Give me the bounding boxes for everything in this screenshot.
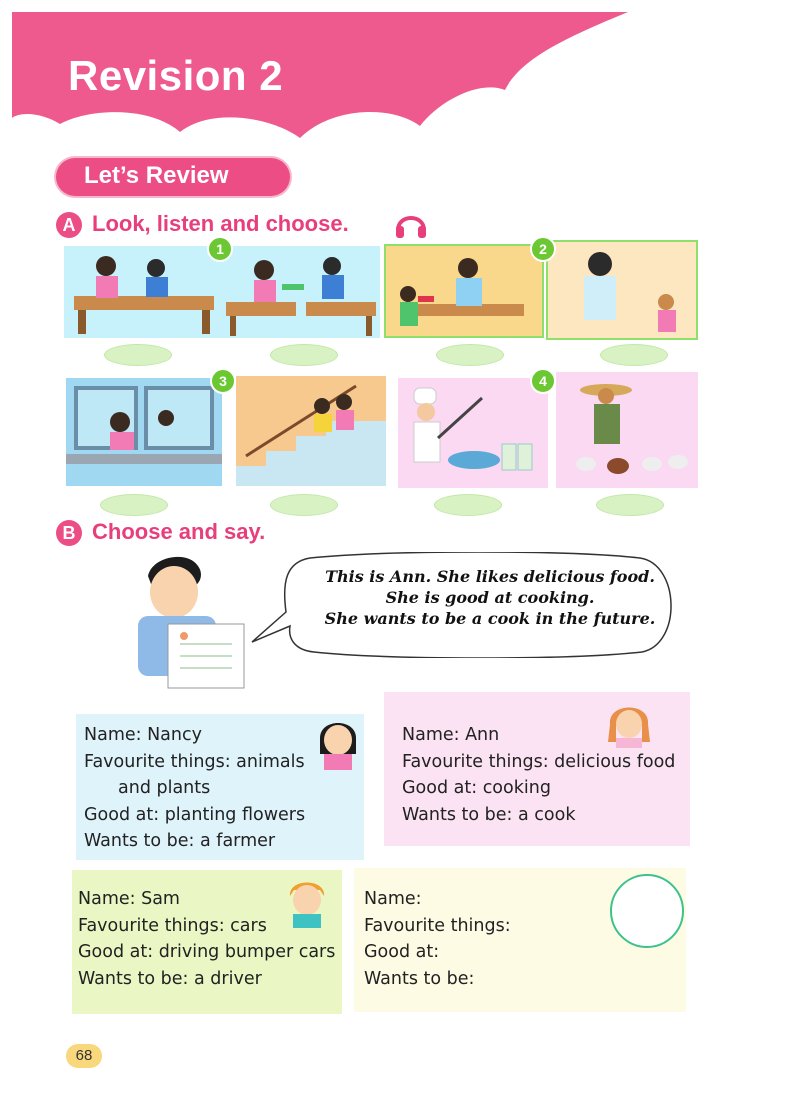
answer-oval[interactable] [104, 344, 172, 366]
scene-classroom-handing-card [222, 246, 380, 338]
card-favourite-things: Favourite things: [364, 915, 511, 936]
card-favourite-things: Favourite things: animals [84, 751, 305, 772]
card-favourite-things-cont: and plants [118, 778, 211, 798]
scene-girl-stairs [236, 376, 386, 486]
card-name: Name: [364, 889, 422, 909]
card-wants-to-be: Wants to be: [364, 968, 475, 989]
answer-oval[interactable] [596, 494, 664, 516]
scene-chef-cooking [398, 378, 548, 488]
card-wants-to-be: Wants to be: a cook [402, 804, 576, 825]
card-name: Name: Sam [78, 889, 180, 909]
picture-number-4: 4 [530, 368, 556, 394]
scene-boy-throwing [546, 240, 698, 340]
answer-oval[interactable] [600, 344, 668, 366]
card-wants-to-be: Wants to be: a farmer [84, 831, 276, 851]
scene-classroom-desks [64, 246, 222, 338]
scene-classroom-girl-boy [384, 244, 544, 338]
section-b-badge: B [56, 520, 82, 546]
card-name: Name: Ann [402, 725, 500, 745]
ann-avatar [606, 696, 652, 748]
card-wants-to-be: Wants to be: a driver [78, 968, 262, 989]
answer-oval[interactable] [436, 344, 504, 366]
section-a-title: Look, listen and choose. [92, 211, 349, 236]
speech-line-2: She is good at cooking. [385, 588, 595, 607]
nancy-avatar [316, 714, 360, 770]
card-good-at: Good at: planting flowers [84, 804, 306, 825]
card-good-at: Good at: driving bumper cars [78, 942, 336, 962]
draw-face-circle[interactable] [610, 874, 684, 948]
lets-review-label: Let’s Review [84, 162, 229, 189]
page-number: 68 [66, 1044, 102, 1068]
section-b-title: Choose and say. [92, 519, 266, 544]
lets-review-pill [56, 158, 290, 196]
card-favourite-things: Favourite things: cars [78, 915, 267, 936]
speech-line-3: She wants to be a cook in the future. [324, 609, 656, 628]
answer-oval[interactable] [100, 494, 168, 516]
picture-number-1: 1 [207, 236, 233, 262]
speech-text [300, 566, 680, 629]
boy-with-poster-illustration [128, 552, 268, 692]
answer-oval[interactable] [270, 494, 338, 516]
picture-number-2: 2 [530, 236, 556, 262]
card-good-at: Good at: [364, 942, 440, 962]
section-a-badge: A [56, 212, 82, 238]
card-favourite-things: Favourite things: delicious food [402, 751, 676, 772]
page-title: Revision 2 [68, 52, 284, 99]
answer-oval[interactable] [270, 344, 338, 366]
speech-line-1: This is Ann. She likes delicious food. [325, 567, 655, 586]
scene-farmer-chickens [556, 372, 698, 488]
headphones-icon [394, 208, 428, 240]
picture-number-3: 3 [210, 368, 236, 394]
sam-avatar [284, 874, 330, 928]
card-name: Name: Nancy [84, 725, 202, 745]
answer-oval[interactable] [434, 494, 502, 516]
scene-girl-window [66, 378, 222, 486]
card-good-at: Good at: cooking [402, 778, 551, 798]
